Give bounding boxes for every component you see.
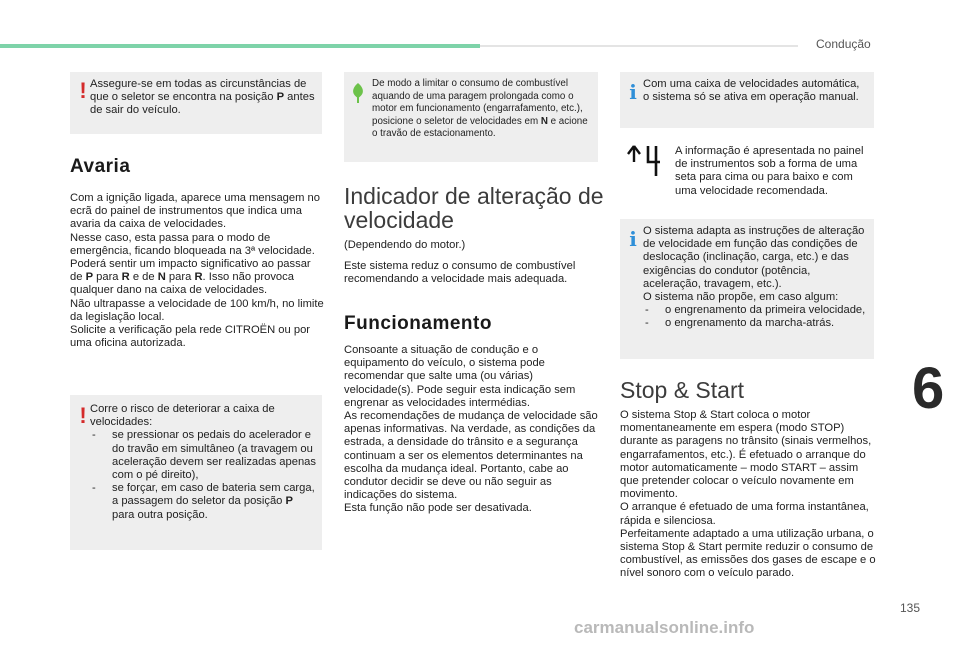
header-rule <box>480 45 798 47</box>
stop-start-paragraph: O sistema Stop & Start coloca o motor momentaneamente em espera (modo STOP) durante as paragens no trânsito (sinais vermelhos, engarrafamentos, etc.). É efetuado o arranque do motor automaticamente – modo START – assim que pretender colocar o veículo novamente em movimento. O arranque é efetuado de uma forma instantânea, rápida e silenciosa. Perfeitamente adaptado a uma utilização urbana, o sistema Stop & Start permite reduzir o consumo de combustível, as emissões dos gases de escape e o nível sonoro com o veículo parado. <box>620 409 876 580</box>
gear-display-text: A informação é apresentada no painel de instrumentos sob a forma de uma seta para cima ou para baixo e com uma velocidade recomendada. <box>675 145 864 197</box>
funcionamento-heading: Funcionamento <box>344 313 492 334</box>
list-item: - o engrenamento da marcha-atrás. <box>643 317 871 330</box>
avaria-heading: Avaria <box>70 156 131 177</box>
section-label: Condução <box>816 37 871 51</box>
stop-start-title: Stop & Start <box>620 377 745 403</box>
eco-tip-box <box>344 72 598 162</box>
info-text: Com uma caixa de velocidades automática, o sistema só se ativa em operação manual. <box>643 78 860 104</box>
gear-indicator-illustration <box>620 142 680 182</box>
gear-indicator-intro: Este sistema reduz o consumo de combustível recomendando a velocidade mais adequada. <box>344 260 576 286</box>
avaria-paragraph: Com a ignição ligada, aparece uma mensagem no ecrã do painel de instrumentos que indica uma avaria da caixa de velocidades. Nesse caso, esta passa para o modo de emergência, ficando bloqueada na 3ª velocidade. Poderá sentir um impacto significativo ao passar de P para R e de N para R. Isso não provoca qualquer dano na caixa de velocidades. Não ultrapasse a velocidade de 100 km/h, no limite da legislação local. Solicite a verificação pela rede CITROËN ou por uma oficina autorizada. <box>70 192 324 350</box>
warning-text: Assegure-se em todas as circunstâncias de que o seletor se encontra na posição P antes de sair do veículo. <box>90 78 315 117</box>
header-accent-bar <box>0 44 480 48</box>
eco-tip-text: De modo a limitar o consumo de combustível aquando de uma paragem prolongada como o motor em funcionamento (engarrafamento, etc.), posicione o seletor de velocidades em N e acione o travão de estacionamento. <box>372 78 588 140</box>
exclusion-list <box>643 304 871 330</box>
watermark-text: carmanualsonline.info <box>574 618 755 637</box>
page-number: 135 <box>899 601 920 615</box>
funcionamento-paragraph: Consoante a situação de condução e o equipamento do veículo, o sistema pode recomendar que salte uma (ou várias) velocidade(s). Pode seguir esta indicação sem engrenar as velocidades intermédias. As recomendações de mudança de velocidade são apenas informativas. Na verdade, as condições da estrada, a densidade do trânsito e a segurança continuam a ser os elementos determinantes na escolha da mudança ideal. Portanto, cabe ao condutor decidir se deve ou não seguir as indicações do sistema. Esta função não pode ser desativada. <box>344 344 598 515</box>
info-text: O sistema adapta as instruções de alteração de velocidade em função das condições de deslocação (inclinação, carga, etc.) e das exigências do condutor (potência, aceleração, travagem, etc.). O sistema não propõe, em caso algum: <box>643 225 865 304</box>
info-icon: i <box>629 227 637 251</box>
warning-icon: ! <box>79 403 87 428</box>
list-item: - se forçar, em caso de bateria sem carga, a passagem do seletor da posição P para outra posição. <box>90 482 318 522</box>
list-item: - o engrenamento da primeira velocidade, <box>643 304 871 317</box>
gear-shift-up-icon <box>622 142 668 180</box>
damage-list <box>90 429 318 521</box>
info-box-automatic <box>620 72 874 128</box>
eco-leaf-icon <box>350 82 366 104</box>
info-icon: i <box>629 80 637 104</box>
gear-indicator-title: Indicador de alteração de velocidade <box>344 183 604 233</box>
engine-dependency-note: (Dependendo do motor.) <box>344 239 466 251</box>
warning-box-selector <box>70 72 322 134</box>
warning-box-damage <box>70 395 322 550</box>
warning-icon: ! <box>79 78 87 103</box>
chapter-number: 6 <box>912 356 945 421</box>
list-item: - se pressionar os pedais do acelerador e do travão em simultâneo (a travagem ou aceleração devem ser realizadas apenas com o pé direito), <box>90 429 318 482</box>
info-box-adaptation <box>620 219 874 359</box>
warning-intro: Corre o risco de deteriorar a caixa de velocidades: <box>90 403 275 429</box>
